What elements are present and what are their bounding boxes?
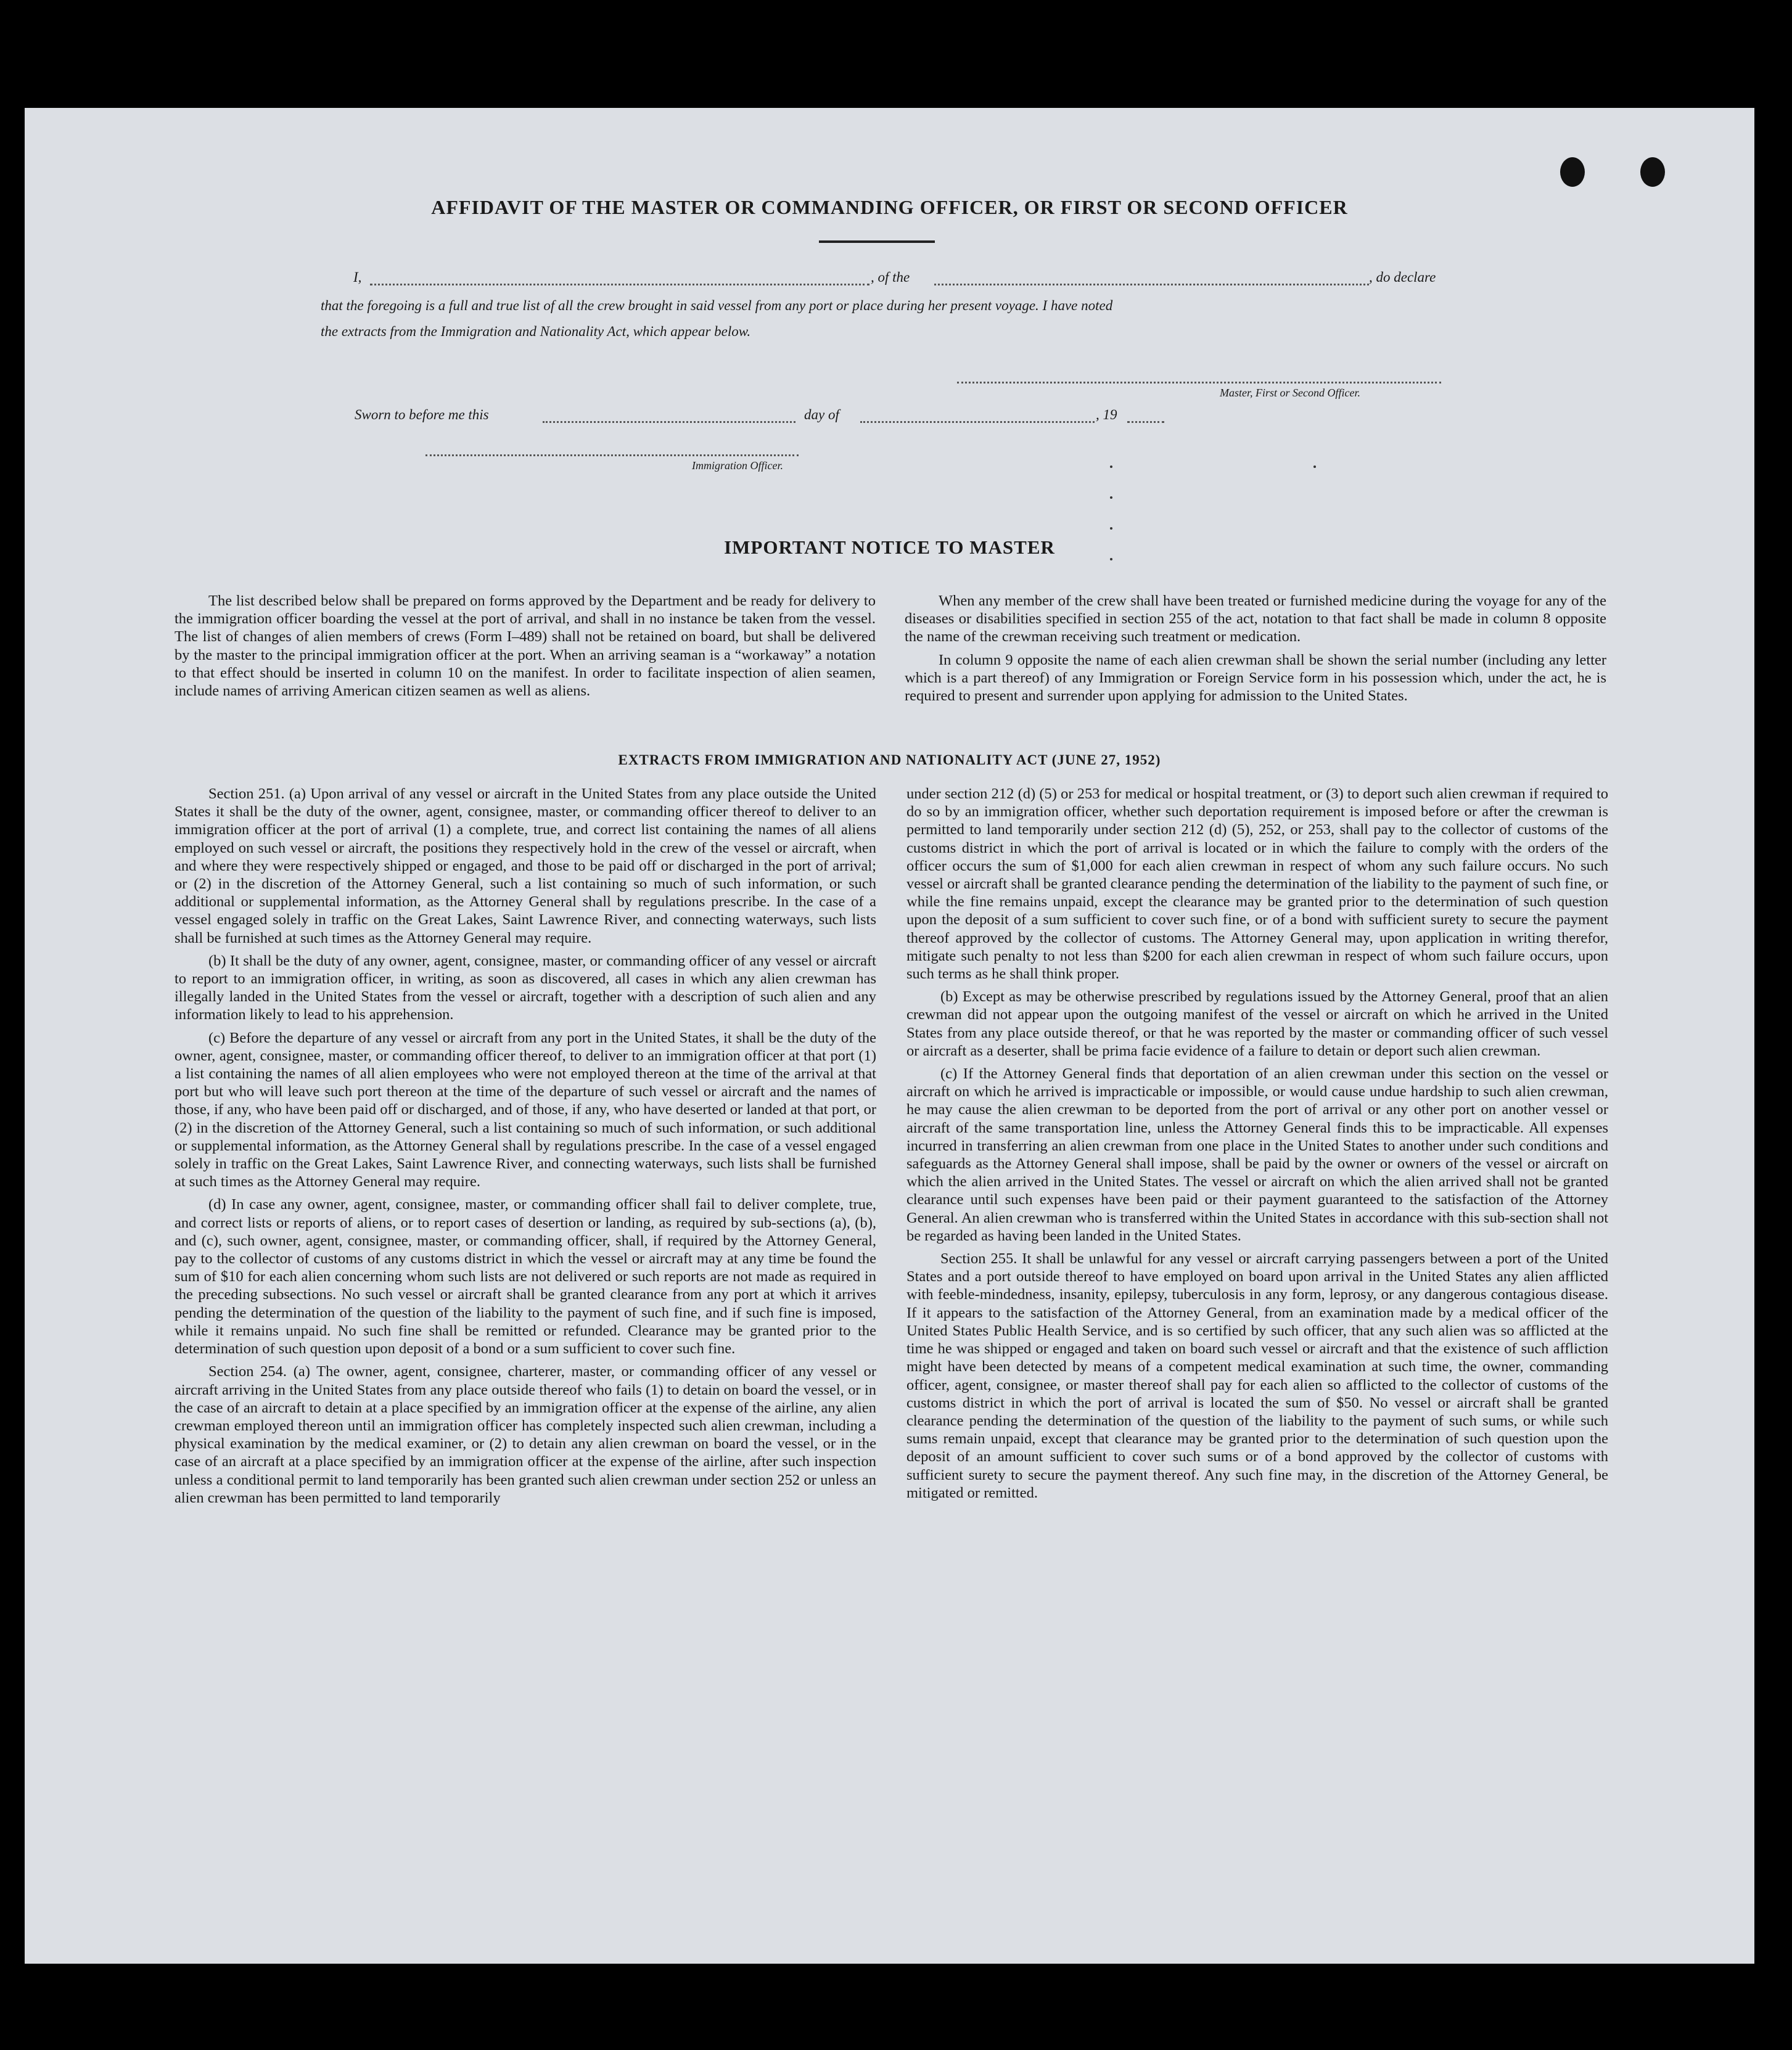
extracts-right-column <box>906 785 1608 1507</box>
section-paragraph: (d) In case any owner, agent, consignee, master, or commanding officer shall fail to deliver complete, true, and correct lists or reports of aliens, or to report cases of desertion or landing, as required by sub-sections (a), (b), and (c), such owner, agent, consignee, master, or commanding officer, shall, if required by the Attorney General, pay to the collector of customs of any customs district in which the vessel or aircraft may at any time be found the sum of $10 for each alien concerning whom such lists are not delivered or such reports are not made as required in the preceding subsections. No such vessel or aircraft shall be granted clearance from any port at which it arrives pending the determination of the question of the liability to the payment of such fine, and if such fine is imposed, while it remains unpaid. No such fine shall be remitted or refunded. Clearance may be granted prior to the determination of such question upon deposit of a bond or a sum sufficient to cover such fine. <box>175 1196 876 1358</box>
notice-title: IMPORTANT NOTICE TO MASTER <box>724 536 1055 558</box>
section-paragraph: Section 254. (a) The owner, agent, consignee, charterer, master, or commanding officer of any vessel or aircraft arriving in the United States from any place outside thereof who fails (1) to detain on board the vessel, or in the case of an aircraft to detain at a place specified by an immigration officer at the expense of the airline, any alien crewman employed thereon until an immigration officer has completely inspected such alien crewman, including a physical examination by the medical examiner, or (2) to detain any alien crewman on board the vessel, or in the case of an aircraft at a place specified by an immigration officer at the expense of the airline, after such inspection unless a conditional permit to land temporarily has been granted such alien crewman under section 252 or unless an alien crewman has been permitted to land temporarily <box>175 1363 876 1506</box>
extracts-title: EXTRACTS FROM IMMIGRATION AND NATIONALITY ACT (JUNE 27, 1952) <box>618 752 1161 768</box>
officer-caption: Immigration Officer. <box>692 459 783 472</box>
notice-right-paragraph: In column 9 opposite the name of each alien crewman shall be shown the serial number (including any letter which is a part thereof) of any Immigration or Foreign Service form in his possession which, under the act, he is required to present and surrender upon applying for admission to the United States. <box>905 651 1606 705</box>
notice-right-column <box>905 592 1606 710</box>
title-rule <box>819 240 935 243</box>
section-paragraph: Section 255. It shall be unlawful for any vessel or aircraft carrying passengers between a port of the United States and a port outside thereof to have employed on board upon arrival in the United States any alien afflicted with feeble-mindedness, insanity, epilepsy, tuberculosis in any form, leprosy, or any dangerous contagious disease. If it appears to the satisfaction of the Attorney General, from an examination made by a medical officer of the United States Public Health Service, and is so certified by such officer, that any such alien was so afflicted at the time he was shipped or engaged and taken on board such vessel or aircraft and that the existence of such affliction might have been detected by means of a competent medical examination at such time, the owner, commanding officer, agent, consignee, or master thereof shall pay for each alien so afflicted to the collector of customs of the customs district in which the port of arrival is located the sum of $50. No vessel or aircraft shall be granted clearance pending the determination of the question of the liability to the payment of such sums, or while such sums remain unpaid, except that clearance may be granted prior to the determination of such question upon the deposit of an amount sufficient to cover such sums or of a bond approved by the collector of customs with sufficient surety to secure the payment thereof. Any such fine may, in the discretion of the Attorney General, be mitigated or remitted. <box>906 1250 1608 1501</box>
day-of-label: day of <box>804 407 839 422</box>
section-paragraph: under section 212 (d) (5) or 253 for medical or hospital treatment, or (3) to deport such alien crewman if required to do so by an immigration officer, whether such deportation requirement is imposed before or after the crewman is permitted to land temporarily under section 212 (d) (5), 252, or 253, shall pay to the collector of customs of the customs district in which the port of arrival is located or in which the failure to comply with the orders of the officer occurs the sum of $1,000 for each alien crewman in respect of whom any such failure occurs. No such vessel or aircraft shall be granted clearance pending the determination of the liability to the payment of such fine, or while the fine remains unpaid, except the clearance may be granted prior to the determination of such question upon the deposit of a sum sufficient to cover such fine, or of a bond with sufficient surety to secure the payment thereof approved by the collector of customs. The Attorney General may, upon application in writing therefor, mitigate such penalty to not less than $200 for each alien crewman in respect of whom such failure occurs, upon such terms as he shall think proper. <box>906 785 1608 983</box>
master-caption: Master, First or Second Officer. <box>1220 387 1360 399</box>
punch-hole-right <box>1640 157 1665 187</box>
affidavit-i-label: I, <box>353 269 362 285</box>
officer-signature-field[interactable] <box>425 454 799 456</box>
punch-hole-left <box>1560 157 1585 187</box>
speck <box>1110 527 1112 530</box>
affidavit-of-the-label: , of the <box>871 269 910 285</box>
extracts-left-column <box>175 785 876 1512</box>
affidavit-statement-line2: the extracts from the Immigration and Nationality Act, which appear below. <box>321 324 751 339</box>
affidavit-do-declare-label: , do declare <box>1369 269 1436 285</box>
notice-left-paragraph: The list described below shall be prepared on forms approved by the Department and be ready for delivery to the immigration officer boarding the vessel at the port of arrival, and shall in no instance be taken from the vessel. The list of changes of alien members of crews (Form I–489) shall not be retained on board, but shall be delivered by the master to the principal immigration officer at the port. When an arriving seaman is a “workaway” a notation to that effect should be inserted in column 10 on the manifest. In order to facilitate inspection of alien seamen, include names of arriving American citizen seamen as well as aliens. <box>175 592 876 700</box>
sworn-month-field[interactable] <box>860 421 1095 423</box>
sworn-year-field[interactable] <box>1127 421 1164 423</box>
section-paragraph: (c) Before the departure of any vessel or aircraft from any port in the United States, it shall be the duty of the owner, agent, consignee, master, or commanding officer thereof, to deliver to an immigration officer at that port (1) a list containing the names of all alien employees who were not employed thereon at the time of the arrival at that port but who will leave such port thereon at the time of the departure of such vessel or aircraft and the names of those, if any, who have been paid off or discharged, and of those, if any, who have deserted or landed at that port, or (2) in the discretion of the Attorney General, such a list containing so much of such information, or such additional or supplemental information, as the Attorney General shall by regulations prescribe. In the case of a vessel engaged solely in traffic on the Great Lakes, Saint Lawrence River, and connecting waterways, such lists shall be furnished at such times as the Attorney General may require. <box>175 1029 876 1191</box>
speck <box>1110 496 1112 499</box>
notice-right-paragraph: When any member of the crew shall have been treated or furnished medicine during the voyage for any of the diseases or disabilities specified in section 255 of the act, notation to that fact shall be made in column 8 opposite the name of the crewman receiving such treatment or medication. <box>905 592 1606 646</box>
affiant-name-field[interactable] <box>370 284 869 285</box>
section-paragraph: (c) If the Attorney General finds that deportation of an alien crewman under this section on the vessel or aircraft on which he arrived is impracticable or impossible, or would cause undue hardship to such alien crewman, he may cause the alien crewman to be deported from the port of arrival or any other port on another vessel or aircraft of the same transportation line, unless the Attorney General finds this to be impracticable. All expenses incurred in transferring an alien crewman from one place in the United States to another under such conditions and safeguards as the Attorney General shall impose, shall be paid by the owner or owners of the vessel or aircraft on which the alien arrived in the United States. The vessel or aircraft on which the alien arrived shall not be granted clearance until such expenses have been paid or their payment guaranteed to the satisfaction of the Attorney General. An alien crewman who is transferred within the United States in accordance with this sub-section shall not be regarded as having been landed in the United States. <box>906 1065 1608 1244</box>
vessel-name-field[interactable] <box>934 284 1369 285</box>
sworn-day-field[interactable] <box>543 421 795 423</box>
speck <box>1110 465 1112 468</box>
affidavit-title: AFFIDAVIT OF THE MASTER OR COMMANDING OFFICER, OR FIRST OR SECOND OFFICER <box>431 196 1348 218</box>
notice-left-column <box>175 592 876 705</box>
year-label: , 19 <box>1096 407 1117 422</box>
section-paragraph: (b) It shall be the duty of any owner, agent, consignee, master, or commanding officer of any vessel or aircraft to report to an immigration officer, in writing, as soon as discovered, all cases in which any alien crewman has illegally landed in the United States from the vessel or aircraft, together with a description of such alien and any information likely to lead to his apprehension. <box>175 952 876 1023</box>
section-paragraph: Section 251. (a) Upon arrival of any vessel or aircraft in the United States from any place outside the United States it shall be the duty of the owner, agent, consignee, master, or commanding officer thereof to deliver to an immigration officer at the port of arrival (1) a complete, true, and correct list containing the names of all aliens employed on such vessel or aircraft, the positions they respectively hold in the crew of the vessel or aircraft, when and where they were respectively shipped or engaged, and those to be paid off or discharged in the port of arrival; or (2) in the discretion of the Attorney General, such a list containing so much of such information, or such additional or supplemental information, as the Attorney General shall by regulations prescribe. In the case of a vessel engaged solely in traffic on the Great Lakes, Saint Lawrence River, and connecting waterways, such lists shall be furnished at such times as the Attorney General may require. <box>175 785 876 946</box>
master-signature-field[interactable] <box>957 382 1441 383</box>
document-page <box>25 108 1754 1964</box>
speck <box>1313 465 1316 468</box>
sworn-label: Sworn to before me this <box>355 407 489 422</box>
section-paragraph: (b) Except as may be otherwise prescribed by regulations issued by the Attorney General, proof that an alien crewman did not appear upon the outgoing manifest of the vessel or aircraft on which he arrived in the United States from any place outside thereof, or that he was reported by the master or commanding officer of such vessel or aircraft as a deserter, shall be prima facie evidence of a failure to detain or deport such alien crewman. <box>906 988 1608 1059</box>
affidavit-statement-line1: that the foregoing is a full and true list of all the crew brought in said vessel from any port or place during her present voyage. I have noted <box>321 298 1113 313</box>
